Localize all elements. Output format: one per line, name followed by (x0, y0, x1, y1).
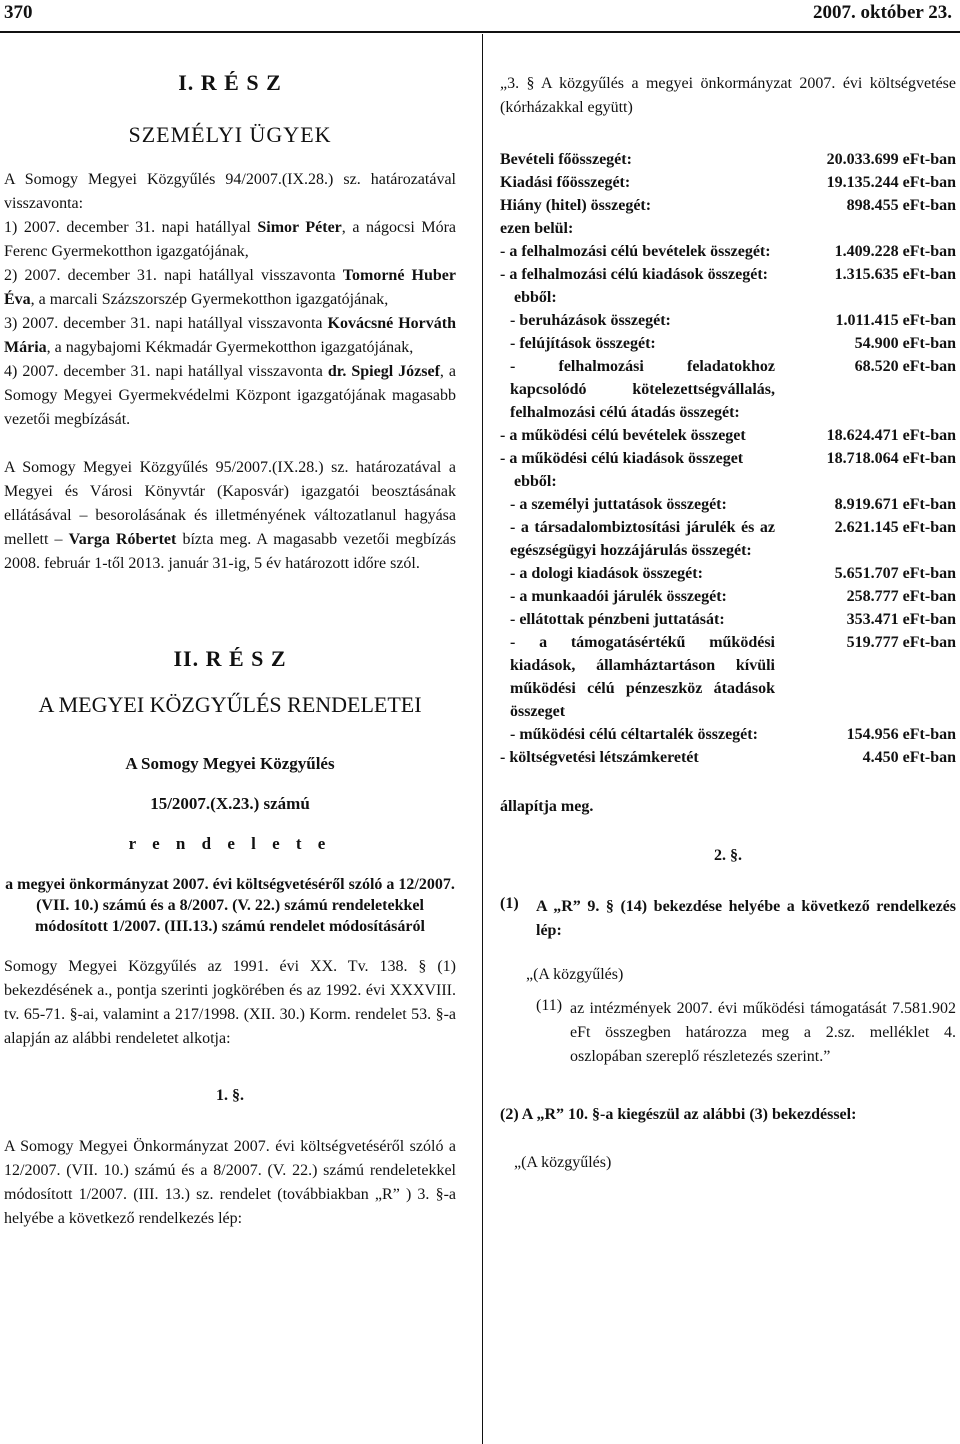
budget-label: - a működési célú kiadások összeget (500, 450, 744, 467)
amendment-1-subpoint (500, 997, 956, 1069)
part2-title: II. R É S Z (173, 646, 287, 671)
budget-row (500, 171, 956, 194)
person-name: Kovácsné Horváth Mária (4, 315, 457, 356)
budget-value (781, 217, 956, 240)
resolution-95-term: bízta meg. A magasabb vezetői megbízás 2008. február 1-től 2013. január 31-ig, 5 év határozott időre szól. (4, 531, 456, 572)
budget-row (500, 286, 956, 309)
budget-value: 19.135.244 eFt-ban (826, 174, 956, 191)
decree-label: r e n d e l e t e (128, 834, 332, 853)
budget-row (500, 723, 956, 746)
budget-row (500, 516, 956, 562)
revocation-text: , a nágocsi Móra Ferenc Gyermekotthon igazgatójának, (4, 219, 457, 260)
revocation-item (4, 312, 456, 360)
revocation-text: , a Somogy Megyei Gyermekvédelmi Központ igazgatójának magasabb vezetői megbízását. (4, 363, 457, 428)
section-1-text: A Somogy Megyei Önkormányzat 2007. évi költségvetéséről szóló a 12/2007. (VII. 10.) számú és a 8/2007. (V. 22.) számú rendeletekkel módosított 1/2007. (III. 13.) sz. rendelet (továbbiakban „R” ) 3. §-a helyébe a következő rendelkezés lép: (4, 1138, 456, 1227)
subpoint-text: az intézmények 2007. évi működési támogatását 7.581.902 eFt összegben határozza meg a 2.sz. melléklet 4. oszlopában szereplő részletezés szerint.” (570, 1000, 956, 1065)
revocation-text: 2) 2007. december 31. napi hatállyal visszavonta (4, 267, 343, 284)
person-name: dr. Spiegl József (327, 363, 440, 380)
budget-row (500, 447, 956, 470)
budget-row (500, 263, 956, 286)
amendment-1 (500, 895, 956, 943)
budget-label: - beruházások összegét: (510, 312, 671, 329)
budget-label: - a dologi kiadások összegét: (510, 565, 703, 582)
budget-label: ebből: (514, 473, 557, 490)
budget-value: 1.315.635 eFt-ban (834, 266, 956, 283)
budget-row (500, 631, 956, 723)
legal-basis: Somogy Megyei Közgyűlés az 1991. évi XX. Tv. 138. § (1) bekezdésének a., pontja szerinti jogkörében és az 1992. évi XXXVIII. tv. 65-71. §-ai, valamint a 217/1998. (XII. 30.) Korm. rendelet 53. §-a alapján az alábbi rendeletet alkotja: (4, 958, 456, 1047)
left-column (4, 34, 456, 1231)
closing-text: állapítja meg. (500, 798, 594, 815)
person-name: Simor Péter (257, 219, 342, 236)
budget-row (500, 493, 956, 516)
budget-label: - a felhalmozási célú bevételek összegét: (500, 243, 771, 260)
issue-date: 2007. október 23. (813, 2, 952, 23)
budget-value: 1.011.415 eFt-ban (835, 312, 956, 329)
decree-number: 15/2007.(X.23.) számú (150, 794, 310, 813)
right-column (500, 34, 956, 1175)
budget-row (500, 148, 956, 171)
budget-label: - felújítások összegét: (510, 335, 656, 352)
revocation-text: 3) 2007. december 31. napi hatállyal visszavonta (4, 315, 328, 332)
budget-value: 20.033.699 eFt-ban (826, 151, 956, 168)
budget-value (781, 470, 956, 493)
page-header (0, 0, 960, 36)
budget-row (500, 194, 956, 217)
resolution-95 (4, 456, 456, 576)
budget-row (500, 608, 956, 631)
budget-value: 154.956 eFt-ban (846, 726, 956, 743)
section-2-heading: 2. §. (714, 847, 742, 864)
budget-label: - a személyi juttatások összegét: (510, 496, 727, 513)
header-rule (0, 31, 960, 33)
budget-value: 1.409.228 eFt-ban (834, 243, 956, 260)
amendment-1-text: A „R” 9. § (14) bekezdése helyébe a következő rendelkezés lép: (536, 898, 956, 939)
page-number: 370 (4, 2, 33, 23)
budget-row (500, 240, 956, 263)
revocation-text: 1) 2007. december 31. napi hatállyal (4, 219, 258, 236)
budget-row (500, 217, 956, 240)
budget-row (500, 309, 956, 332)
decree-issuer: A Somogy Megyei Közgyűlés (125, 754, 335, 773)
budget-value (781, 286, 956, 309)
budget-value: 519.777 eFt-ban (846, 634, 956, 651)
revocation-item (4, 216, 456, 264)
budget-label: - a felhalmozási célú kiadások összegét: (500, 266, 768, 283)
budget-table (500, 148, 956, 769)
budget-label: - felhalmozási feladatokhoz kapcsolódó kötelezettségvállalás, felhalmozási célú átadás összegét: (510, 358, 775, 421)
column-divider (482, 34, 483, 1444)
revocation-text: , a nagybajomi Kékmadár Gyermekotthon igazgatójának, (46, 339, 414, 356)
revocation-text: , a marcali Százszorszép Gyermekotthon igazgatójának, (30, 291, 389, 308)
budget-row (500, 470, 956, 493)
subpoint-number: (11) (536, 997, 563, 1014)
budget-value: 4.450 eFt-ban (862, 749, 956, 766)
budget-value: 54.900 eFt-ban (854, 335, 956, 352)
amendment-2-text: (2) A „R” 10. §-a kiegészül az alábbi (3) bekezdéssel: (500, 1106, 857, 1123)
revocation-text: 4) 2007. december 31. napi hatállyal visszavonta (4, 363, 328, 380)
budget-label: - a támogatásértékű működési kiadások, államháztartáson kívüli működési célú pénzeszköz átadások összeget (510, 634, 775, 720)
budget-value: 18.718.064 eFt-ban (826, 450, 956, 467)
part1-title: I. R É S Z (178, 70, 282, 95)
revocation-item (4, 264, 456, 312)
resolution-94-intro: A Somogy Megyei Közgyűlés 94/2007.(IX.28.) sz. határozatával visszavonta: (4, 171, 456, 212)
budget-row (500, 355, 956, 424)
budget-value: 5.651.707 eFt-ban (834, 565, 956, 582)
section-1-heading: 1. §. (216, 1087, 244, 1104)
budget-label: ezen belül: (500, 220, 574, 237)
budget-label: - ellátottak pénzbeni juttatását: (510, 611, 725, 628)
budget-value: 18.624.471 eFt-ban (826, 427, 956, 444)
budget-value: 2.621.145 eFt-ban (834, 519, 956, 536)
budget-label: - a munkaadói járulék összegét: (510, 588, 727, 605)
budget-label: - költségvetési létszámkeretét (500, 749, 699, 766)
budget-value: 68.520 eFt-ban (854, 358, 956, 375)
budget-value: 258.777 eFt-ban (846, 588, 956, 605)
budget-label: Kiadási főösszegét: (500, 174, 631, 191)
budget-row (500, 562, 956, 585)
budget-label: - a működési célú bevételek összeget (500, 427, 746, 444)
revocation-item (4, 360, 456, 432)
budget-row (500, 332, 956, 355)
resolution-95-text: A Somogy Megyei Közgyűlés 95/2007.(IX.28.) sz. határozatával a Megyei és Városi Könyvtár (Kaposvár) igazgatói beosztásának ellátásával – besorolásának és illetményének változatlanul hagyása mellett – (4, 459, 456, 548)
budget-label: ebből: (514, 289, 557, 306)
budget-value: 898.455 eFt-ban (846, 197, 956, 214)
budget-row (500, 585, 956, 608)
amendment-2-quote: „(A közgyűlés) (514, 1154, 612, 1171)
budget-value: 8.919.671 eFt-ban (834, 496, 956, 513)
person-name: Tomorné Huber Éva (4, 267, 456, 308)
revocation-list (4, 216, 456, 432)
amendment-1-quote: „(A közgyűlés) (526, 966, 624, 983)
budget-label: - a társadalombiztosítási járulék és az egészségügyi hozzájárulás összegét: (510, 519, 775, 559)
budget-row (500, 746, 956, 769)
part1-subtitle: SZEMÉLYI ÜGYEK (128, 122, 332, 147)
budget-label: Hiány (hitel) összegét: (500, 197, 652, 214)
budget-label: - működési célú céltartalék összegét: (510, 726, 758, 743)
section-3-quote-intro: „3. § A közgyűlés a megyei önkormányzat 2007. évi költségvetése (kórházakkal együtt) (500, 75, 956, 116)
appointee-name: Varga Róbertet (68, 531, 177, 548)
decree-subject: a megyei önkormányzat 2007. évi költségvetéséről szóló a 12/2007. (VII. 10.) számú és a 8/2007. (V. 22.) számú rendeletekkel módosított 1/2007. (III.13.) számú rendelet módosításáról (5, 876, 455, 935)
part2-subtitle: A MEGYEI KÖZGYŰLÉS RENDELETEI (38, 692, 422, 717)
budget-value: 353.471 eFt-ban (846, 611, 956, 628)
amendment-1-number: (1) (500, 895, 519, 912)
budget-label: Bevételi főösszegét: (500, 151, 632, 168)
budget-row (500, 424, 956, 447)
